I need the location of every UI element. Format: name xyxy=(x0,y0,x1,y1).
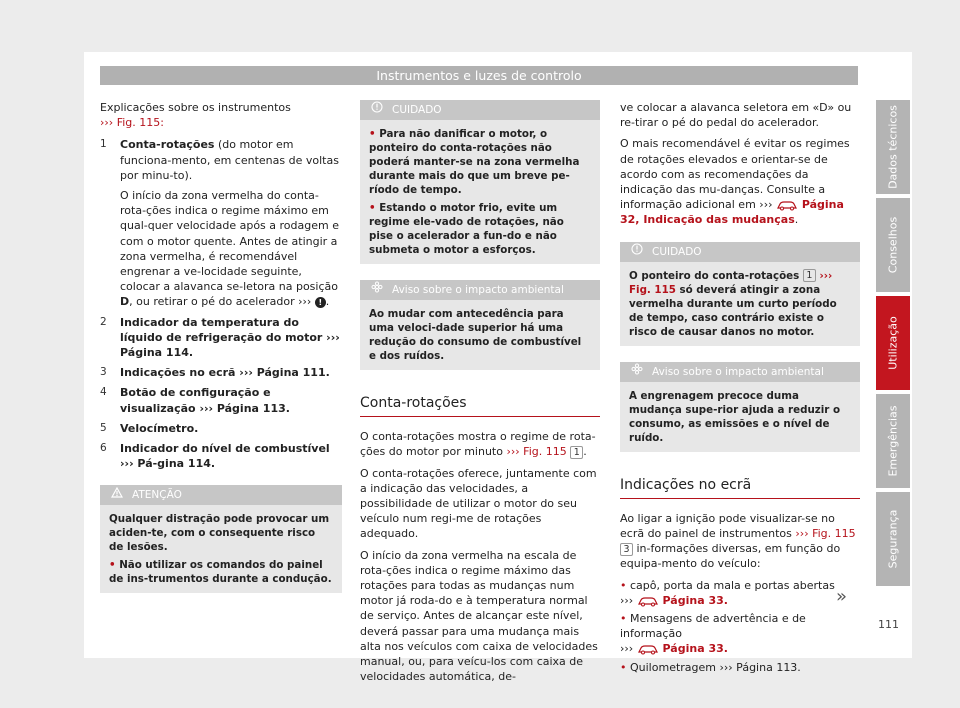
tab-dados-tecnicos[interactable]: Dados técnicos xyxy=(876,100,910,194)
cuidado-box: CUIDADO • Para não danificar o motor, o ponteiro do conta-rotações não poderá manter-se na zona vermelha durante mais do que um breve pe-ríodo de tempo. • Estando o motor frio, evite um regime ele-vado de rotações, não pise o acelerador a fun-do e não submeta o motor a esforços. xyxy=(360,100,600,264)
car-icon xyxy=(637,595,659,607)
legend-item-3: 3 Indicações no ecrã ››› Página 111. xyxy=(100,366,330,380)
tab-emergencias[interactable]: Emergências xyxy=(876,394,910,488)
legend-item-4: 4 Botão de configuração e visualização ››› Página 113. xyxy=(100,386,290,415)
car-icon xyxy=(637,643,659,655)
info-circle-icon xyxy=(630,242,644,262)
tab-conselhos[interactable]: Conselhos xyxy=(876,198,910,292)
eco-flower-icon xyxy=(370,280,384,300)
list-item: • capô, porta da mala e portas abertas ››› Página 33. xyxy=(620,578,835,607)
list-item: • Quilometragem ››› Página 113. xyxy=(620,660,801,674)
intro-text: Explicações sobre os instrumentos ››› Fig. 115: xyxy=(100,101,291,130)
atencao-box: ATENÇÃO Qualquer distração pode provocar um aciden-te, com o consequente risco de lesões. • Não utilizar os comandos do painel de ins-trumentos durante a condução. xyxy=(100,485,342,593)
eco-flower-icon xyxy=(630,362,644,382)
page-header: Instrumentos e luzes de controlo xyxy=(100,66,858,85)
legend-item-6: 6 Indicador do nível de combustível ››› Pá-gina 114. xyxy=(100,442,330,471)
page-number: 111 xyxy=(878,618,899,631)
aviso-ambiental-box: Aviso sobre o impacto ambiental Ao mudar com antecedência para uma veloci-dade superior há uma redução do consumo de combustível e dos ruídos. xyxy=(360,280,600,370)
tab-utilizacao[interactable]: Utilização xyxy=(876,296,910,390)
continue-arrow-icon: » xyxy=(836,586,848,607)
page-link[interactable]: Página 32, Indicação das mudanças xyxy=(620,198,844,227)
warning-circle-icon[interactable]: ! xyxy=(315,297,326,308)
aviso-ambiental-box-2: Aviso sobre o impacto ambiental A engrenagem precoce duma mudança supe-rior ajuda a reduzir o consumo, as emissões e o nível de ruído. xyxy=(620,362,860,452)
warning-triangle-icon xyxy=(110,485,124,505)
column-3: ve colocar a alavanca seletora em «D» ou re-tirar o pé do pedal do acelerador. O mais recomendável é evitar os regimes de rotações elevados e orientar-se de acordo com as recomendações da indicação das mu-danças. Consulte a informação adicional em ››› Página 32, Indicação das mudanças. CUIDADO O ponteiro do conta-rotações 1 ››› Fig. 115 só deverá atingir a zona vermelha durante um curto período de tempo, caso contrário existe o risco de causar danos no motor. Aviso sobre o impacto ambiental A engrenagem precoce duma mudança supe-rior ajuda a reduzir o consumo, as emissões e o nível de ruído. Indicações no ecrã Ao ligar a ignição pode visualizar-se no ecrã do painel de instrumentos ››› Fig. 115 3 in-formações diversas, em função do equipa-mento do veículo: • capô, porta da mala e portas abertas ››› Página 33. • Mensagens de advertência e de informação ››› Página 33. • Quilometragem ››› Página 113. xyxy=(620,100,860,678)
column-2: CUIDADO • Para não danificar o motor, o ponteiro do conta-rotações não poderá manter-se na zona vermelha durante mais do que um breve pe-ríodo de tempo. • Estando o motor frio, evite um regime ele-vado de rotações, não pise o acelerador a fun-do e não submeta o motor a esforços. Aviso sobre o impacto ambiental Ao mudar com antecedência para uma veloci-dade superior há uma redução do consumo de combustível e dos ruídos. Conta-rotações O conta-rotações mostra o regime de rota-ções do motor por minuto ››› Fig. 115 1 . O conta-rotações oferece, juntamente com a indicação das velocidades, a possibilidade de utilizar o motor do seu veículo num regi-me de rotações adequado. O início da zona vermelha na escala de rota-ções indica o regime máximo das rotações para todas as mudanças num motor já roda-do e à temperatura normal de serviço. Antes de alcançar este nível, deverá passar para uma mudança mais alta nos veículos com caixa de velocidades manual, ou, para veícu-los com caixa de velocidades automática, de- xyxy=(360,100,600,690)
legend-item-1: 1 Conta-rotações (do motor em funciona-mento, em centenas de voltas por minu-to). O início da zona vermelha do conta-rota-ções indica o regime máximo em qual-quer velocidade após a rodagem e com o motor quente. Antes de atingir a zona vermelha, é recomendável engrenar a ve-locidade seguinte, colocar a alavanca se-letora na posição D, ou retirar o pé do acelerador ››› ! . xyxy=(100,138,339,309)
item-number: 1 xyxy=(100,138,107,151)
cuidado-box-2: CUIDADO O ponteiro do conta-rotações 1 ››› Fig. 115 só deverá atingir a zona vermelha durante um curto período de tempo, caso contrário existe o risco de causar danos no motor. xyxy=(620,242,860,346)
list-item: • Mensagens de advertência e de informação ››› Página 33. xyxy=(620,612,806,656)
column-1 xyxy=(100,100,342,603)
section-title-indicacoes: Indicações no ecrã xyxy=(620,478,860,499)
fig-link[interactable]: ››› Fig. 115 xyxy=(506,445,567,459)
tab-seguranca[interactable]: Segurança xyxy=(876,492,910,586)
section-title-conta-rotacoes: Conta-rotações xyxy=(360,396,600,417)
fig-link[interactable]: ››› Fig. 115: xyxy=(100,116,164,130)
legend-item-5: 5 Velocímetro. xyxy=(100,421,199,435)
legend-item-2: 2 Indicador da temperatura do líquido de refrigeração do motor ››› Página 114. xyxy=(100,315,340,360)
atencao-header: ATENÇÃO xyxy=(100,485,342,505)
info-circle-icon xyxy=(370,100,384,120)
car-icon xyxy=(776,199,798,211)
callout-number: 1 xyxy=(570,446,583,459)
